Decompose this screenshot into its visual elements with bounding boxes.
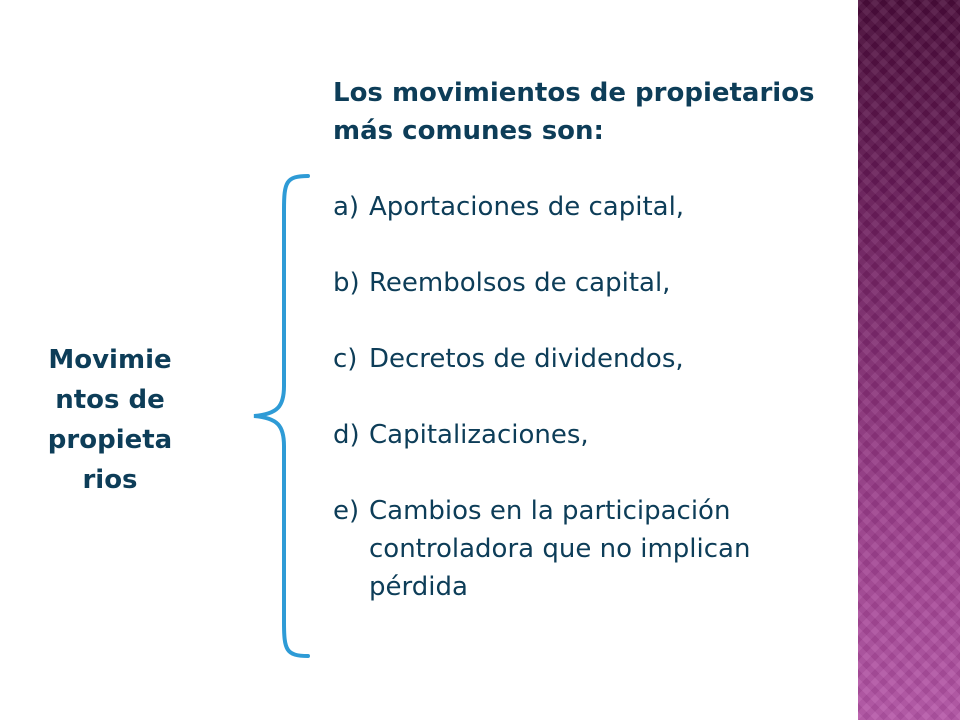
list-marker: e) [333, 496, 360, 526]
list-item [333, 264, 853, 302]
content-heading: Los movimientos de propietarios más comunes son: [333, 78, 815, 146]
list-item [333, 492, 853, 606]
list-item [333, 340, 853, 378]
content-block [333, 74, 853, 644]
list-item [333, 416, 853, 454]
list-marker: d) [333, 420, 360, 450]
list-item [333, 188, 853, 226]
list-marker: a) [333, 192, 360, 222]
list-item-text: Reembolsos de capital, [369, 268, 671, 298]
curly-brace-icon [248, 170, 312, 662]
list-item-text: Capitalizaciones, [369, 420, 589, 450]
list-item-text: Aportaciones de capital, [369, 192, 685, 222]
left-label: Movimie ntos de propieta rios [47, 345, 173, 495]
list-item-text: Decretos de dividendos, [369, 344, 684, 374]
list-marker: c) [333, 344, 358, 374]
list-marker: b) [333, 268, 360, 298]
list-item-text: Cambios en la participación controladora que no implican pérdida [369, 496, 751, 602]
decorative-side-band [858, 0, 960, 720]
